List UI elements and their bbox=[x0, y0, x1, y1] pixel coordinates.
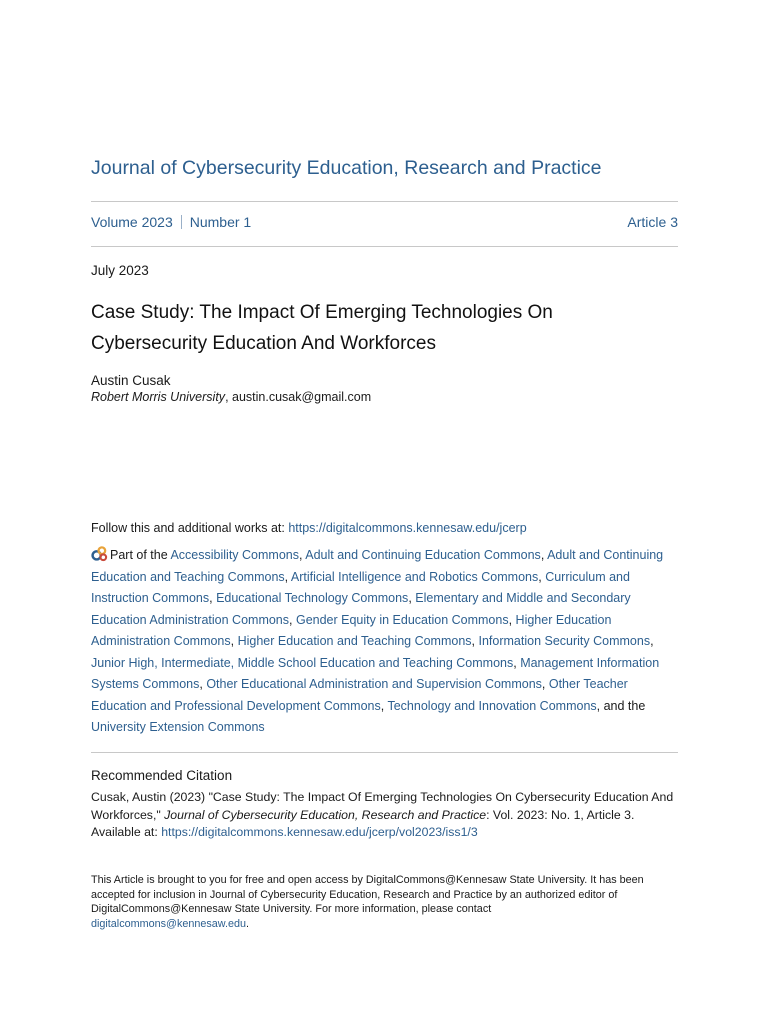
commons-link[interactable]: Artificial Intelligence and Robotics Commons bbox=[290, 569, 539, 584]
follow-url-link[interactable]: https://digitalcommons.kennesaw.edu/jcerp bbox=[288, 521, 527, 535]
commons-link[interactable]: Adult and Continuing Education and Teaching Commons bbox=[91, 548, 664, 584]
part-of-label: Part of the bbox=[110, 548, 171, 562]
commons-separator: , bbox=[650, 634, 654, 648]
access-footer bbox=[91, 873, 678, 931]
citation-available-label: Available at: bbox=[91, 825, 162, 839]
author-affiliation bbox=[91, 390, 371, 404]
commons-link[interactable]: Accessibility Commons bbox=[170, 548, 299, 562]
divider-top bbox=[91, 201, 678, 202]
recommended-citation-text bbox=[91, 789, 681, 842]
divider-citation bbox=[91, 752, 678, 753]
author-name: Austin Cusak bbox=[91, 373, 171, 388]
commons-link[interactable]: Higher Education Administration Commons bbox=[91, 612, 612, 648]
citation-url-link[interactable]: https://digitalcommons.kennesaw.edu/jcerp/vol2023/iss1/3 bbox=[161, 825, 478, 839]
and-the-label: , and the bbox=[596, 698, 646, 713]
commons-separator: , bbox=[199, 677, 207, 691]
commons-separator: , bbox=[298, 548, 306, 562]
article-number-link[interactable]: Article 3 bbox=[627, 214, 678, 230]
commons-link[interactable]: Gender Equity in Education Commons bbox=[295, 612, 509, 627]
commons-link[interactable]: Information Security Commons bbox=[478, 634, 651, 648]
commons-separator: , bbox=[230, 634, 238, 648]
citation-text-a: Cusak, Austin (2023) "Case Study: The Impact Of Emerging Technologies On Cybersecurity Education And Workforces," bbox=[91, 790, 674, 822]
follow-line bbox=[91, 521, 527, 535]
commons-link-university-extension[interactable]: University Extension Commons bbox=[91, 720, 265, 734]
citation-text-b: : Vol. 2023: No. 1, Article 3. bbox=[486, 807, 635, 822]
commons-link[interactable]: Technology and Innovation Commons bbox=[387, 698, 597, 713]
commons-separator: , bbox=[541, 677, 549, 691]
commons-link[interactable]: Elementary and Middle and Secondary Education Administration Commons bbox=[91, 591, 631, 627]
commons-separator: , bbox=[408, 591, 416, 605]
volume-row bbox=[91, 214, 678, 230]
commons-link[interactable]: Junior High, Intermediate, Middle School Education and Teaching Commons bbox=[91, 655, 514, 670]
commons-link[interactable]: Adult and Continuing Education Commons bbox=[305, 548, 541, 562]
commons-separator: , bbox=[513, 655, 521, 670]
commons-link[interactable]: Curriculum and Instruction Commons bbox=[91, 569, 630, 605]
commons-separator: , bbox=[209, 591, 217, 605]
commons-link-list bbox=[91, 548, 663, 713]
commons-separator: , bbox=[538, 569, 546, 584]
commons-separator: , bbox=[508, 612, 516, 627]
follow-label: Follow this and additional works at: bbox=[91, 521, 289, 535]
commons-separator: , bbox=[380, 698, 388, 713]
commons-link[interactable]: Other Educational Administration and Supervision Commons bbox=[206, 677, 542, 691]
article-title: Case Study: The Impact Of Emerging Technologies On Cybersecurity Education And Workforces bbox=[91, 302, 553, 354]
commons-link[interactable]: Management Information Systems Commons bbox=[91, 655, 660, 691]
network-commons-icon bbox=[91, 545, 108, 562]
commons-separator: , bbox=[540, 548, 548, 562]
commons-link[interactable]: Educational Technology Commons bbox=[216, 591, 409, 605]
footer-text: This Article is brought to you for free and open access by DigitalCommons@Kennesaw State University. It has been accepted for inclusion in Journal of Cybersecurity Education, Research and Practice by an authorized editor of DigitalCommons@Kennesaw State University. For more information, please contact bbox=[91, 874, 644, 915]
commons-link[interactable]: Higher Education and Teaching Commons bbox=[237, 634, 472, 648]
affiliation-name: Robert Morris University bbox=[91, 390, 226, 404]
author-email: , austin.cusak@gmail.com bbox=[225, 390, 372, 404]
publication-date: July 2023 bbox=[91, 263, 149, 278]
commons-separator: , bbox=[471, 634, 479, 648]
number-link[interactable]: Number 1 bbox=[189, 214, 252, 230]
commons-link[interactable]: Other Teacher Education and Professional Development Commons bbox=[91, 677, 628, 713]
footer-email-link[interactable]: digitalcommons@kennesaw.edu bbox=[91, 917, 247, 930]
commons-separator: , bbox=[289, 612, 296, 627]
citation-journal: Journal of Cybersecurity Education, Research and Practice bbox=[164, 807, 487, 822]
divider-bottom bbox=[91, 246, 678, 247]
volume-separator bbox=[181, 215, 182, 229]
journal-title-link[interactable]: Journal of Cybersecurity Education, Research and Practice bbox=[91, 157, 602, 179]
commons-separator: , bbox=[284, 569, 291, 584]
recommended-citation-heading: Recommended Citation bbox=[91, 768, 233, 783]
part-of-commons bbox=[91, 545, 678, 739]
footer-end: . bbox=[246, 917, 250, 930]
volume-link[interactable]: Volume 2023 bbox=[91, 214, 173, 230]
